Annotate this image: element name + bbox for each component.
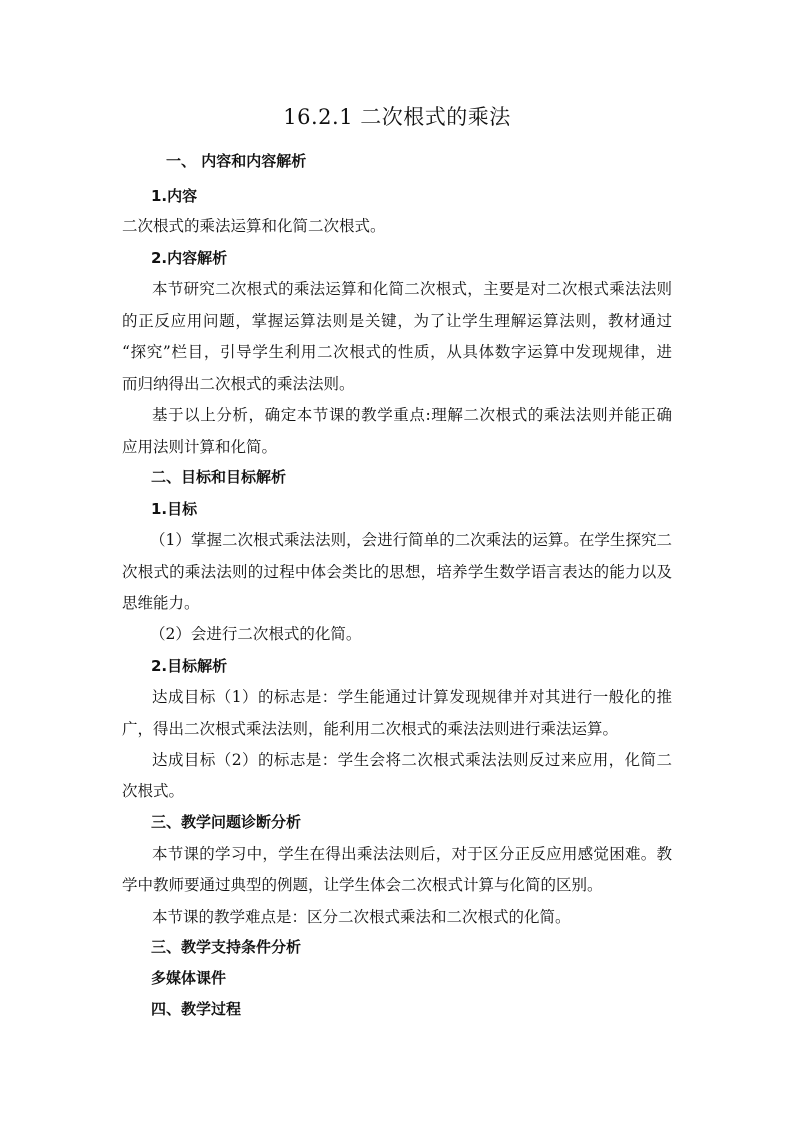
diagnosis-line-2: 学中教师要通过典型的例题，让学生体会二次根式计算与化简的区别。: [122, 876, 603, 894]
document-title: 16.2.1 二次根式的乘法: [283, 105, 511, 129]
section-heading-process: 四、教学过程: [151, 1000, 242, 1018]
goal1-line-2: 次根式的乘法法则的过程中体会类比的思想，培养学生数学语言表达的能力以及: [122, 563, 672, 581]
goal2-line: （2）会进行二次根式的化简。: [150, 625, 362, 643]
section-heading-diagnosis: 三、教学问题诊断分析: [151, 813, 302, 831]
section-heading-goals: 二、目标和目标解析: [151, 468, 287, 486]
analysis-line-2: 的正反应用问题，掌握运算法则是关键，为了让学生理解运算法则，教材通过: [122, 312, 672, 330]
subheading-goal-analysis: 2.目标解析: [151, 657, 228, 675]
focus-line-1: 基于以上分析，确定本节课的教学重点:理解二次根式的乘法法则并能正确: [152, 406, 672, 424]
subheading-goals: 1.目标: [151, 500, 198, 518]
section-heading-support: 三、教学支持条件分析: [151, 938, 302, 956]
support-item: 多媒体课件: [151, 969, 227, 987]
diagnosis-line-1: 本节课的学习中，学生在得出乘法法则后，对于区分正反应用感觉困难。教: [152, 845, 672, 863]
goal-analysis2-line-2: 次根式。: [122, 782, 185, 800]
analysis-line-3: “探究”栏目，引导学生利用二次根式的性质，从具体数字运算中发现规律，进: [122, 343, 672, 361]
section-heading-content: 一、 内容和内容解析: [166, 152, 307, 170]
analysis-line-1: 本节研究二次根式的乘法运算和化简二次根式，主要是对二次根式乘法法则: [152, 280, 672, 298]
goal-analysis1-line-1: 达成目标（1）的标志是：学生能通过计算发现规律并对其进行一般化的推: [152, 688, 672, 706]
difficulty-line: 本节课的教学难点是：区分二次根式乘法和二次根式的化简。: [152, 908, 571, 926]
goal-analysis2-line-1: 达成目标（2）的标志是：学生会将二次根式乘法法则反过来应用，化简二: [152, 751, 672, 769]
goal-analysis1-line-2: 广，得出二次根式乘法法则，能利用二次根式的乘法法则进行乘法运算。: [122, 720, 619, 738]
analysis-line-4: 而归纳得出二次根式的乘法法则。: [122, 375, 355, 393]
subheading-content: 1.内容: [151, 187, 198, 205]
goal1-line-3: 思维能力。: [122, 594, 200, 612]
subheading-content-analysis: 2.内容解析: [151, 249, 228, 267]
focus-line-2: 应用法则计算和化简。: [122, 438, 278, 456]
content-paragraph: 二次根式的乘法运算和化简二次根式。: [122, 217, 386, 235]
goal1-line-1: （1）掌握二次根式乘法法则，会进行简单的二次乘法的运算。在学生探究二: [150, 531, 672, 549]
